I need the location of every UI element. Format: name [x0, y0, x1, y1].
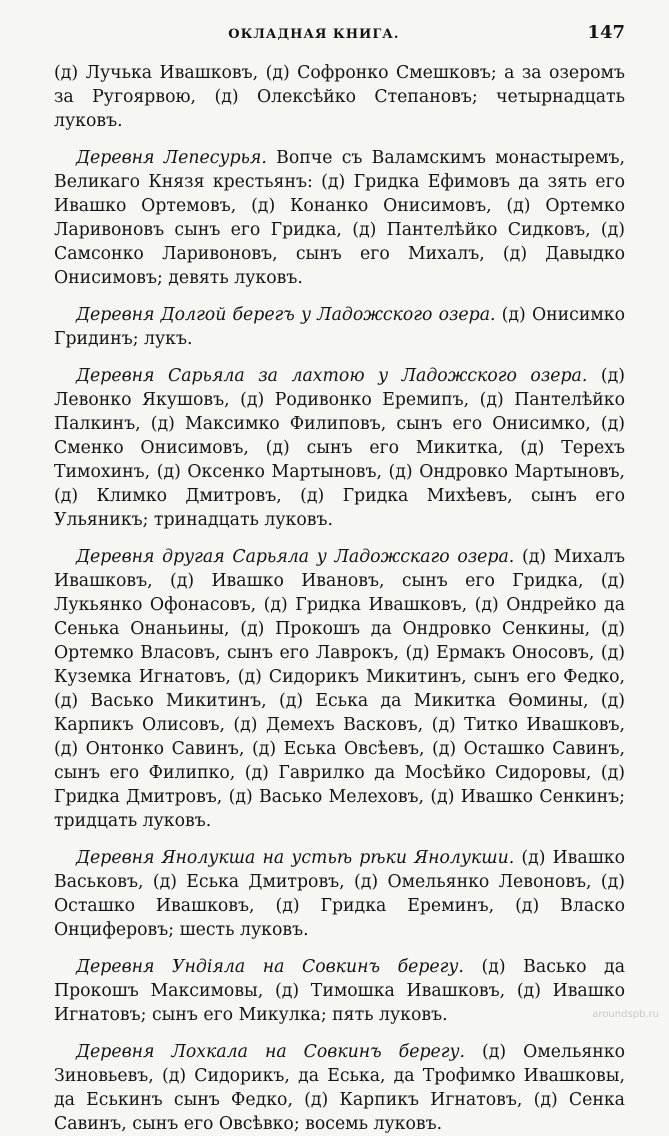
entry-text: (д) Ивашко Васьковъ, (д) Еська Дмитровъ, (д) Омельянко Левоновъ, (д) Осташко Ивашковъ, (д) Гридка Ереминъ, (д) Власко Онциферовъ; шесть луковъ. — [54, 848, 625, 940]
entry-text: Вопче съ Валамскимъ монастыремъ, Великаго Князя крестьянъ: (д) Гридка Ефимовъ да зять его Ивашко Ортемовъ, (д) Конанко Онисимовъ, (д) Ортемко Ларивоновъ сынъ его Гридка, (д) Пантелѣйко Сидковъ, (д) Самсонко Ларивоновъ, сынъ его Михалъ, (д) Давыдко Онисимовъ; девять луковъ. — [54, 148, 625, 288]
village-name: Деревня другая Сарьяла у Ладожскаго озера. — [76, 547, 515, 567]
village-name: Деревня Ундіяла на Совкинъ берегу. — [76, 957, 464, 977]
entry-village — [54, 1040, 625, 1136]
entry-text: (д) Онисимко Гридинъ; лукъ. — [54, 305, 625, 349]
page-number: 147 — [587, 22, 625, 43]
page-header — [54, 22, 625, 43]
entry-text: (д) Левонко Якушовъ, (д) Родивонко Еремипъ, (д) Пантелѣйко Палкинъ, (д) Максимко Филиповъ, сынъ его Онисимко, (д) Сменко Онисимовъ, (д) сынъ его Микитка, (д) Терехъ Тимохинъ, (д) Оксенко Мартыновъ, (д) Ондровко Мартыновъ, (д) Климко Дмитровъ, (д) Гридка Михѣевъ, сынъ его Ульяникъ; тринадцать луковъ. — [54, 366, 625, 530]
entry-text: (д) Омельянко Зиновьевъ, (д) Сидорикъ, да Еська, да Трофимко Ивашковы, да Еськинъ сынъ Федко, (д) Карпикъ Игнатовъ, (д) Сенка Савинъ, сынъ его Овсѣвко; восемь луковъ. — [54, 1042, 625, 1134]
village-name: Деревня Долгой берегъ у Ладожского озера. — [76, 305, 496, 325]
entry-text: (д) Васько да Прокошъ Максимовы, (д) Тимошка Ивашковъ, (д) Ивашко Игнатовъ; сынъ его Микулка; пять луковъ. — [54, 957, 626, 1025]
entry-village — [54, 846, 625, 942]
entry-village — [54, 545, 625, 833]
entry-text: (д) Михалъ Ивашковъ, (д) Ивашко Ивановъ, сынъ его Гридка, (д) Лукьянко Офонасовъ, (д) Гридка Ивашковъ, (д) Ондрейко да Сенька Онаньины, (д) Прокошъ да Ондровко Сенкины, (д) Ортемко Власовъ, сынъ его Лаврокъ, (д) Ермакъ Оносовъ, (д) Куземка Игнатовъ, (д) Сидорикъ Микитинъ, сынъ его Федко, (д) Васько Микитинъ, (д) Еська да Микитка Ѳомины, (д) Карпикъ Олисовъ, (д) Демехъ Васковъ, (д) Титко Ивашковъ, (д) Онтонко Савинъ, (д) Еська Овсѣевъ, (д) Осташко Савинъ, сынъ его Филипко, (д) Гаврилко да Мосѣйко Сидоровы, (д) Гридка Дмитровъ, (д) Васько Мелеховъ, (д) Ивашко Сенкинъ; тридцать луковъ. — [54, 547, 625, 831]
village-name: Деревня Лепесурья. — [76, 148, 267, 168]
entry-village — [54, 146, 625, 290]
village-name: Деревня Лохкала на Совкинъ берегу. — [76, 1042, 466, 1062]
running-title: ОКЛАДНАЯ КНИГА. — [228, 27, 400, 42]
village-name: Деревня Янолукша на устьѣ рѣки Янолукши. — [76, 848, 515, 868]
entry-text: (д) Лучька Ивашковъ, (д) Софронко Смешковъ; а за озеромъ за Ругоярвою, (д) Олексѣйко Степановъ; четырнадцать луковъ. — [54, 63, 625, 131]
entry-village — [54, 955, 625, 1027]
entry-village — [54, 364, 625, 532]
entry-village — [54, 303, 625, 351]
watermark: aroundspb.ru — [592, 1009, 659, 1020]
page-body — [54, 61, 625, 1136]
entry-continuation — [54, 61, 625, 133]
village-name: Деревня Сарьяла за лахтою у Ладожского озера. — [76, 366, 588, 386]
